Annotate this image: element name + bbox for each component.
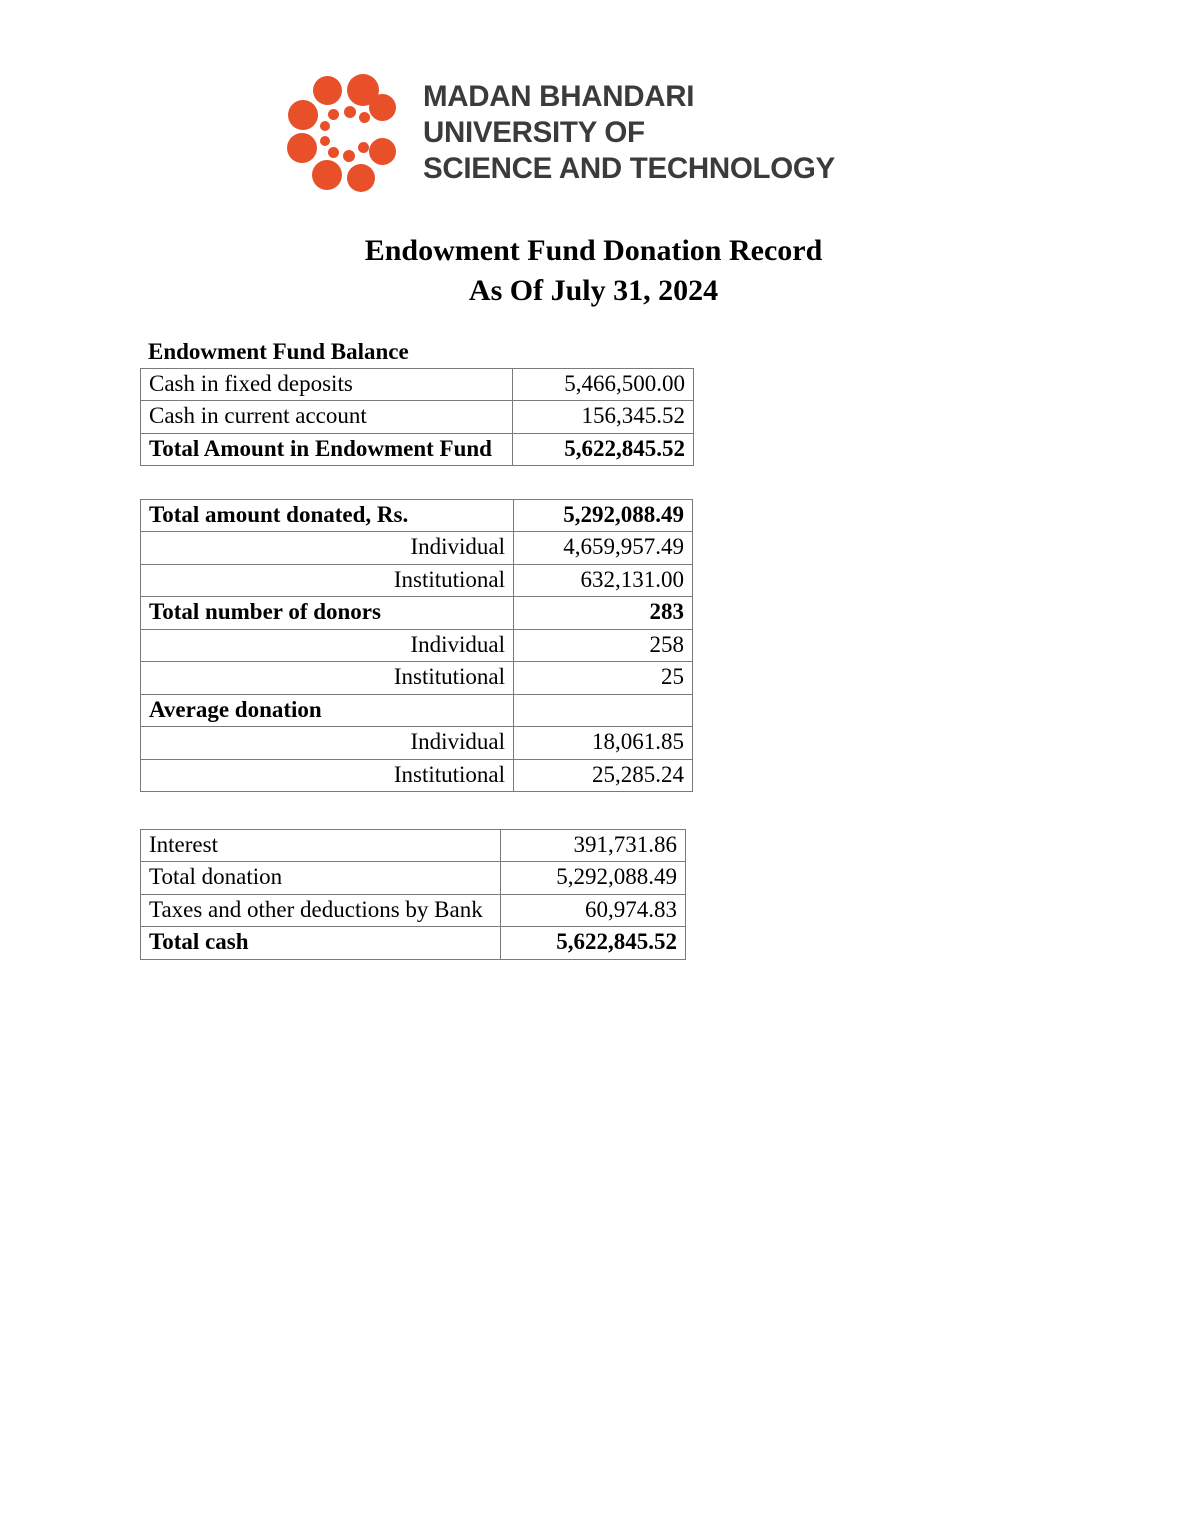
row-label: Total donation <box>141 862 501 894</box>
table-row <box>141 369 694 401</box>
row-label: Individual <box>141 629 514 661</box>
row-value: 632,131.00 <box>514 564 693 596</box>
row-label: Individual <box>141 727 514 759</box>
table-row <box>141 759 693 791</box>
row-value: 5,622,845.52 <box>513 433 694 465</box>
table-row <box>141 433 694 465</box>
row-label: Total number of donors <box>141 597 514 629</box>
table-row <box>141 401 694 433</box>
table-row <box>141 597 693 629</box>
row-label: Total amount donated, Rs. <box>141 500 514 532</box>
row-value: 25,285.24 <box>514 759 693 791</box>
row-value: 5,292,088.49 <box>514 500 693 532</box>
row-value: 391,731.86 <box>501 830 686 862</box>
university-logo-block <box>287 74 835 192</box>
table-row <box>141 862 686 894</box>
document-title <box>0 231 1187 311</box>
table-row <box>141 629 693 661</box>
row-label: Institutional <box>141 662 514 694</box>
table-row <box>141 500 693 532</box>
row-label: Individual <box>141 532 514 564</box>
row-value: 283 <box>514 597 693 629</box>
row-value: 156,345.52 <box>513 401 694 433</box>
university-name <box>423 79 835 186</box>
table-row <box>141 564 693 596</box>
endowment-fund-balance-heading: Endowment Fund Balance <box>148 339 409 364</box>
endowment-fund-balance-table <box>140 368 694 466</box>
table-row <box>141 532 693 564</box>
row-value: 5,292,088.49 <box>501 862 686 894</box>
document-title-line-1: Endowment Fund Donation Record <box>364 234 823 267</box>
row-label: Average donation <box>141 694 514 726</box>
row-label: Total cash <box>141 927 501 959</box>
table-row <box>141 662 693 694</box>
row-label: Cash in current account <box>141 401 513 433</box>
row-label: Total Amount in Endowment Fund <box>141 433 513 465</box>
document-subtitle-date: As Of July 31, 2024 <box>468 273 719 307</box>
donations-summary-table <box>140 499 693 792</box>
table-row <box>141 894 686 926</box>
row-value: 25 <box>514 662 693 694</box>
row-value <box>514 694 693 726</box>
total-cash-table <box>140 829 686 960</box>
table-row <box>141 927 686 959</box>
table-row <box>141 694 693 726</box>
university-name-line-2: UNIVERSITY OF <box>423 116 645 150</box>
row-label: Interest <box>141 830 501 862</box>
row-label: Institutional <box>141 564 514 596</box>
row-label: Institutional <box>141 759 514 791</box>
row-label: Taxes and other deductions by Bank <box>141 894 501 926</box>
row-value: 5,622,845.52 <box>501 927 686 959</box>
row-value: 5,466,500.00 <box>513 369 694 401</box>
row-label: Cash in fixed deposits <box>141 369 513 401</box>
row-value: 18,061.85 <box>514 727 693 759</box>
table-row <box>141 830 686 862</box>
row-value: 258 <box>514 629 693 661</box>
university-name-line-1: MADAN BHANDARI <box>423 80 695 114</box>
university-name-line-3: SCIENCE AND TECHNOLOGY <box>423 151 835 185</box>
table-row <box>141 727 693 759</box>
row-value: 60,974.83 <box>501 894 686 926</box>
mbust-circular-logo-icon <box>287 74 397 192</box>
row-value: 4,659,957.49 <box>514 532 693 564</box>
